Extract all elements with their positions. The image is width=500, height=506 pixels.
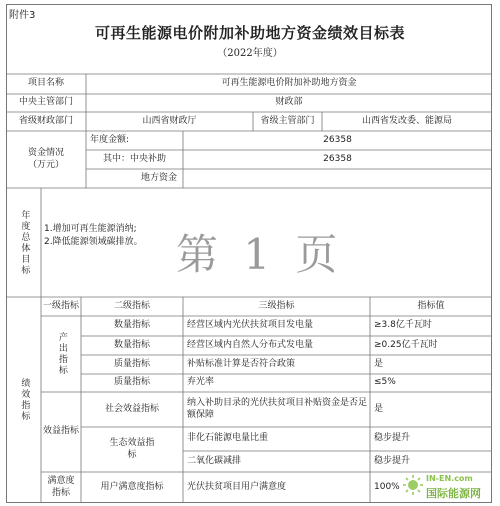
table-row-3-value: 是	[374, 358, 384, 369]
funds-label: 资金情况 （万元）	[27, 147, 64, 170]
page-watermark: 第 1 页	[176, 230, 344, 279]
table-row-2-l2: 数量指标	[113, 339, 150, 350]
eco-benefit-1-value: 稳步提升	[374, 433, 411, 444]
annual-goals-label: 年度总体目标	[19, 209, 30, 276]
performance-indicators-label: 绩效指标	[19, 378, 30, 422]
user-satisfaction-label: 用户满意度指标	[100, 481, 164, 492]
attachment-label: 附件3	[9, 10, 36, 21]
header-level1: 一级指标	[43, 300, 80, 311]
social-benefit-value: 是	[374, 403, 384, 414]
page-title: 可再生能源电价附加补助地方资金绩效目标表	[94, 24, 405, 42]
eco-benefit-2-l3: 二氧化碳减排	[187, 455, 242, 466]
prov-finance-value: 山西省财政厅	[142, 115, 197, 126]
prov-dept-value: 山西省发改委、能源局	[361, 115, 452, 126]
table-row-3-l2: 质量指标	[113, 358, 150, 369]
output-indicator-label: 产出指标	[56, 332, 67, 376]
project-name-label: 项目名称	[27, 78, 64, 89]
goal-line-1: 1.增加可再生能源消纳;	[44, 224, 137, 234]
table-row-2-l3: 经营区域内自然人分布式发电量	[187, 339, 314, 350]
header-level3: 三级指标	[258, 300, 295, 311]
project-name-value: 可再生能源电价附加补助地方资金	[221, 78, 357, 89]
user-satisfaction-value: 100%	[374, 481, 400, 492]
user-satisfaction-l3: 光伏扶贫项目用户满意度	[187, 481, 287, 492]
header-level2: 二级指标	[113, 300, 150, 311]
logo-domain-text: IN-EN.com	[426, 474, 473, 483]
eco-benefit-1-l3: 非化石能源电量比重	[187, 433, 269, 444]
sun-logo-icon	[402, 474, 424, 496]
central-dept-value: 财政部	[275, 97, 303, 108]
table-row-1-l3: 经营区域内光伏扶贫项目发电量	[187, 320, 314, 331]
annual-goals-text	[44, 223, 143, 249]
eco-benefit-label: 生态效益指标	[109, 437, 155, 460]
table-row-1-l2: 数量指标	[113, 320, 150, 331]
table-row-4-l3: 弃光率	[187, 377, 215, 388]
benefit-indicator-label: 效益指标	[43, 426, 80, 437]
table-row-1-value: ≥3.8亿千瓦时	[374, 320, 432, 331]
header-value: 指标值	[417, 300, 445, 311]
prov-finance-label: 省级财政部门	[18, 115, 73, 126]
social-benefit-label: 社会效益指标	[104, 403, 159, 414]
table-row-3-l3: 补贴标准计算是否符合政策	[187, 358, 296, 369]
local-funds-label: 地方资金	[140, 172, 177, 183]
annual-amount-label: 年度金额:	[90, 134, 130, 145]
local-funds-value	[183, 169, 492, 188]
table-row-2-value: ≥0.25亿千瓦时	[374, 339, 438, 350]
central-subsidy-value: 26358	[323, 153, 352, 164]
social-benefit-l3: 纳入补助目录的光伏扶贫项目补贴资金是否足额保障	[187, 397, 368, 420]
table-row-4-l2: 质量指标	[113, 377, 150, 388]
central-dept-label: 中央主管部门	[18, 97, 73, 108]
eco-benefit-2-value: 稳步提升	[374, 455, 411, 466]
table-row-4-value: ≤5%	[374, 377, 396, 388]
goal-line-2: 2.降低能源领域碳排放。	[44, 237, 143, 248]
annual-amount-value: 26358	[323, 134, 352, 145]
logo-name-text: 国际能源网	[426, 487, 481, 500]
satisfaction-indicator-label: 满意度指标	[47, 475, 75, 498]
page-subtitle: （2022年度）	[217, 48, 283, 59]
prov-dept-label: 省级主管部门	[260, 115, 315, 126]
in-en-logo	[402, 470, 498, 504]
central-subsidy-label: 其中：中央补助	[102, 153, 166, 164]
